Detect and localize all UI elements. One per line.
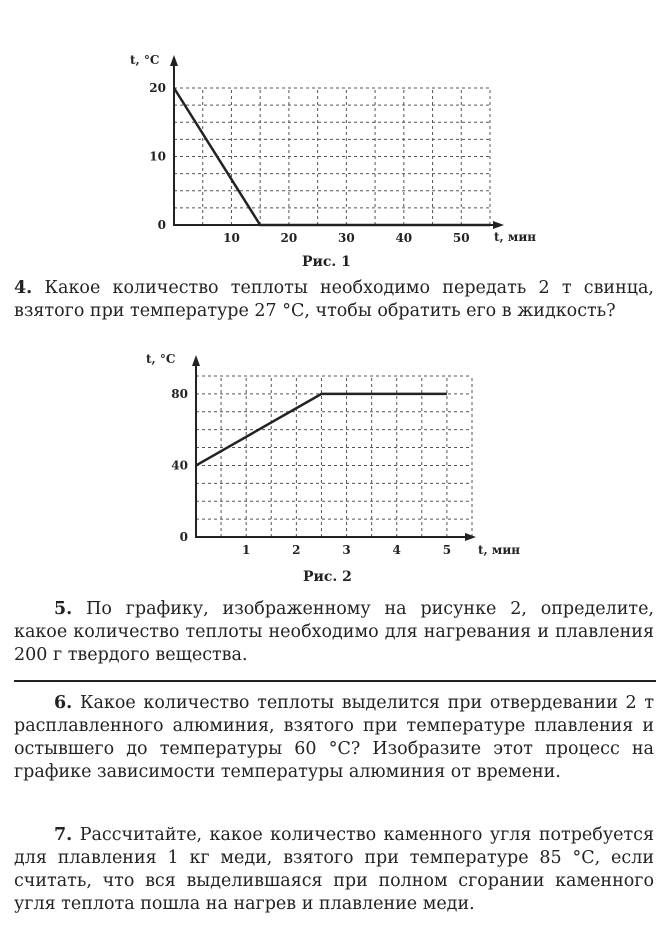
f2-y-tick-label: 0 [179,530,188,544]
figure-1-chart [0,0,669,275]
f2-x-tick-label: 3 [342,543,351,557]
problem-6-number: 6. [54,693,73,713]
figure-2-chart [0,345,669,585]
f2-x-tick-label: 4 [392,543,401,557]
f1-x-tick-label: 20 [280,231,298,245]
figure-1-caption: Рис. 1 [302,254,351,270]
figure-1-grid [174,88,490,225]
problem-7 [14,824,654,916]
figure-1-y-label: t, °C [130,53,160,67]
f1-x-tick-label: 50 [452,231,470,245]
f2-y-tick-label: 40 [171,458,188,473]
section-divider [14,680,656,682]
problem-7-text: Рассчитайте, какое количество каменного угля потребуется для плавления 1 кг меди, взятого при температуре 85 °С, если считать, что вся выделившаяся при полном сгорании каменного угля теплота пошла на нагрев и плавление меди. [14,825,654,914]
figure-2-x-arrow-icon [465,533,476,541]
figure-2-y-arrow-icon [192,355,200,366]
f2-x-tick-label: 2 [292,543,301,557]
f2-x-tick-label: 5 [442,543,452,557]
f1-y-tick-label: 20 [149,81,166,95]
problem-7-number: 7. [54,825,73,845]
f1-y-tick-label: 10 [149,149,166,164]
problem-5-number: 5. [54,599,73,619]
figure-2-x-label: t, мин [478,543,521,557]
figure-2-caption: Рис. 2 [303,569,352,585]
problem-5 [14,598,654,667]
figure-1-x-arrow-icon [493,221,504,229]
problem-5-text: По графику, изображенному на рисунке 2, определите, какое количество теплоты необходимо для нагревания и плавления 200 г твердого вещества. [14,599,654,665]
f2-y-tick-label: 80 [171,386,188,401]
f1-x-tick-label: 40 [395,231,413,245]
figure-1-y-arrow-icon [170,55,178,66]
problem-4 [14,277,654,323]
f1-x-tick-label: 30 [338,231,355,245]
problem-6-text: Какое количество теплоты выделится при отвердевании 2 т расплавленного алюминия, взятого при температуре плавления и остывшего до температуры 60 °С? Изобразите этот процесс на графике зависимости температуры алюминия от времени. [14,693,654,782]
figure-2-y-label: t, °C [146,352,176,366]
figure-1-x-label: t, мин [494,230,537,244]
f1-y-tick-label: 0 [157,218,166,232]
problem-4-text: Какое количество теплоты необходимо передать 2 т свинца, взятого при температуре 27 °С, чтобы обратить его в жидкость? [14,278,654,321]
f1-x-tick-label: 10 [223,231,240,245]
figure-2-grid [196,376,472,537]
problem-4-number: 4. [14,278,33,298]
f2-x-tick-label: 1 [242,543,251,557]
problem-6 [14,692,654,784]
